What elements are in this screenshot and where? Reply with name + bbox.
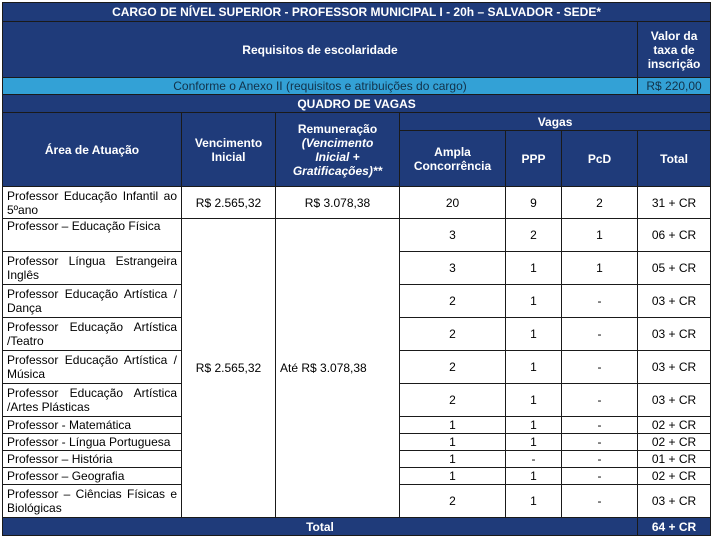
ampla-cell: 1	[400, 417, 506, 434]
total-cell: 02 + CR	[638, 468, 711, 485]
ampla-cell: 2	[400, 384, 506, 417]
total-cell: 03 + CR	[638, 384, 711, 417]
pcd-cell: -	[562, 485, 638, 518]
ampla-cell: 1	[400, 451, 506, 468]
taxa-label-line-3: inscrição	[647, 56, 701, 71]
area-cell: Professor Educação Infantil ao 5ºano	[3, 187, 182, 219]
ppp-cell: 1	[506, 252, 562, 285]
ppp-cell: 1	[506, 351, 562, 384]
taxa-label	[638, 22, 711, 78]
ampla-cell: 20	[400, 187, 506, 219]
pcd-cell: -	[562, 318, 638, 351]
area-cell: Professor Língua Estrangeira Inglês	[3, 252, 182, 285]
area-cell: Professor Educação Artística / Dança	[3, 285, 182, 318]
ppp-cell: 1	[506, 485, 562, 518]
area-cell: Professor Educação Artística / Música	[3, 351, 182, 384]
ampla-cell: 2	[400, 351, 506, 384]
header-ampla	[400, 131, 506, 187]
header-remuneracao-title: Remuneração	[297, 121, 378, 136]
area-cell: Professor – Ciências Físicas e Biológicas	[3, 485, 182, 518]
total-cell: 01 + CR	[638, 451, 711, 468]
ampla-cell: 1	[400, 434, 506, 451]
total-value: 64 + CR	[638, 518, 711, 536]
area-cell: Professor Educação Artística /Teatro	[3, 318, 182, 351]
area-cell: Professor Educação Artística /Artes Plásticas	[3, 384, 182, 417]
ppp-cell: 1	[506, 318, 562, 351]
total-label: Total	[3, 518, 638, 536]
ampla-cell: 2	[400, 485, 506, 518]
header-remuneracao-sub-3: Gratificações)**	[292, 163, 383, 178]
pcd-cell: -	[562, 468, 638, 485]
ppp-cell: 1	[506, 417, 562, 434]
ampla-cell: 1	[400, 468, 506, 485]
area-cell: Professor – Geografia	[3, 468, 182, 485]
taxa-value: R$ 220,00	[638, 78, 711, 95]
area-cell: Professor – Educação Física	[3, 219, 182, 252]
header-remuneracao	[276, 113, 400, 187]
total-cell: 03 + CR	[638, 285, 711, 318]
pcd-cell: -	[562, 451, 638, 468]
ppp-cell: 1	[506, 285, 562, 318]
ppp-cell: 9	[506, 187, 562, 219]
header-ppp: PPP	[506, 131, 562, 187]
merged-remuneracao-cell: Até R$ 3.078,38	[276, 219, 400, 518]
header-vagas: Vagas	[400, 113, 711, 131]
vencimento-cell: R$ 2.565,32	[182, 187, 276, 219]
requisitos-value: Conforme o Anexo II (requisitos e atribuições do cargo)	[3, 78, 638, 95]
table-row	[3, 219, 711, 252]
header-vencimento	[182, 113, 276, 187]
header-ampla-line-1: Ampla	[434, 144, 471, 159]
total-cell: 03 + CR	[638, 351, 711, 384]
header-ampla-line-2: Concorrência	[413, 158, 492, 173]
merged-vencimento-cell: R$ 2.565,32	[182, 219, 276, 518]
header-remuneracao-sub-2: Inicial +	[315, 149, 360, 164]
quadro-title: QUADRO DE VAGAS	[3, 95, 711, 113]
pcd-cell: -	[562, 434, 638, 451]
ppp-cell: 1	[506, 468, 562, 485]
header-area: Área de Atuação	[3, 113, 182, 187]
area-cell: Professor – História	[3, 451, 182, 468]
vacancy-table	[2, 2, 711, 536]
remuneracao-cell: R$ 3.078,38	[276, 187, 400, 219]
ampla-cell: 2	[400, 285, 506, 318]
pcd-cell: -	[562, 285, 638, 318]
header-total: Total	[638, 131, 711, 187]
total-row	[3, 518, 711, 536]
header-remuneracao-sub-1: (Vencimento	[301, 135, 374, 150]
taxa-label-line-2: taxa de	[653, 42, 695, 57]
header-pcd: PcD	[562, 131, 638, 187]
total-cell: 05 + CR	[638, 252, 711, 285]
ppp-cell: 1	[506, 384, 562, 417]
ppp-cell: 1	[506, 434, 562, 451]
total-cell: 06 + CR	[638, 219, 711, 252]
total-cell: 03 + CR	[638, 485, 711, 518]
total-cell: 02 + CR	[638, 434, 711, 451]
header-vencimento-line-2: Inicial	[211, 149, 246, 164]
taxa-label-line-1: Valor da	[650, 28, 698, 43]
ampla-cell: 2	[400, 318, 506, 351]
ppp-cell: -	[506, 451, 562, 468]
cargo-title: CARGO DE NÍVEL SUPERIOR - PROFESSOR MUNICIPAL I - 20h – SALVADOR - SEDE*	[3, 3, 711, 22]
pcd-cell: -	[562, 417, 638, 434]
area-cell: Professor - Matemática	[3, 417, 182, 434]
total-cell: 31 + CR	[638, 187, 711, 219]
pcd-cell: 1	[562, 219, 638, 252]
total-cell: 03 + CR	[638, 318, 711, 351]
ampla-cell: 3	[400, 252, 506, 285]
header-vencimento-line-1: Vencimento	[194, 135, 263, 150]
pcd-cell: 1	[562, 252, 638, 285]
table-row	[3, 187, 711, 219]
area-cell: Professor - Língua Portuguesa	[3, 434, 182, 451]
requisitos-label: Requisitos de escolaridade	[3, 22, 638, 78]
ampla-cell: 3	[400, 219, 506, 252]
total-cell: 02 + CR	[638, 417, 711, 434]
ppp-cell: 2	[506, 219, 562, 252]
pcd-cell: -	[562, 384, 638, 417]
pcd-cell: 2	[562, 187, 638, 219]
pcd-cell: -	[562, 351, 638, 384]
